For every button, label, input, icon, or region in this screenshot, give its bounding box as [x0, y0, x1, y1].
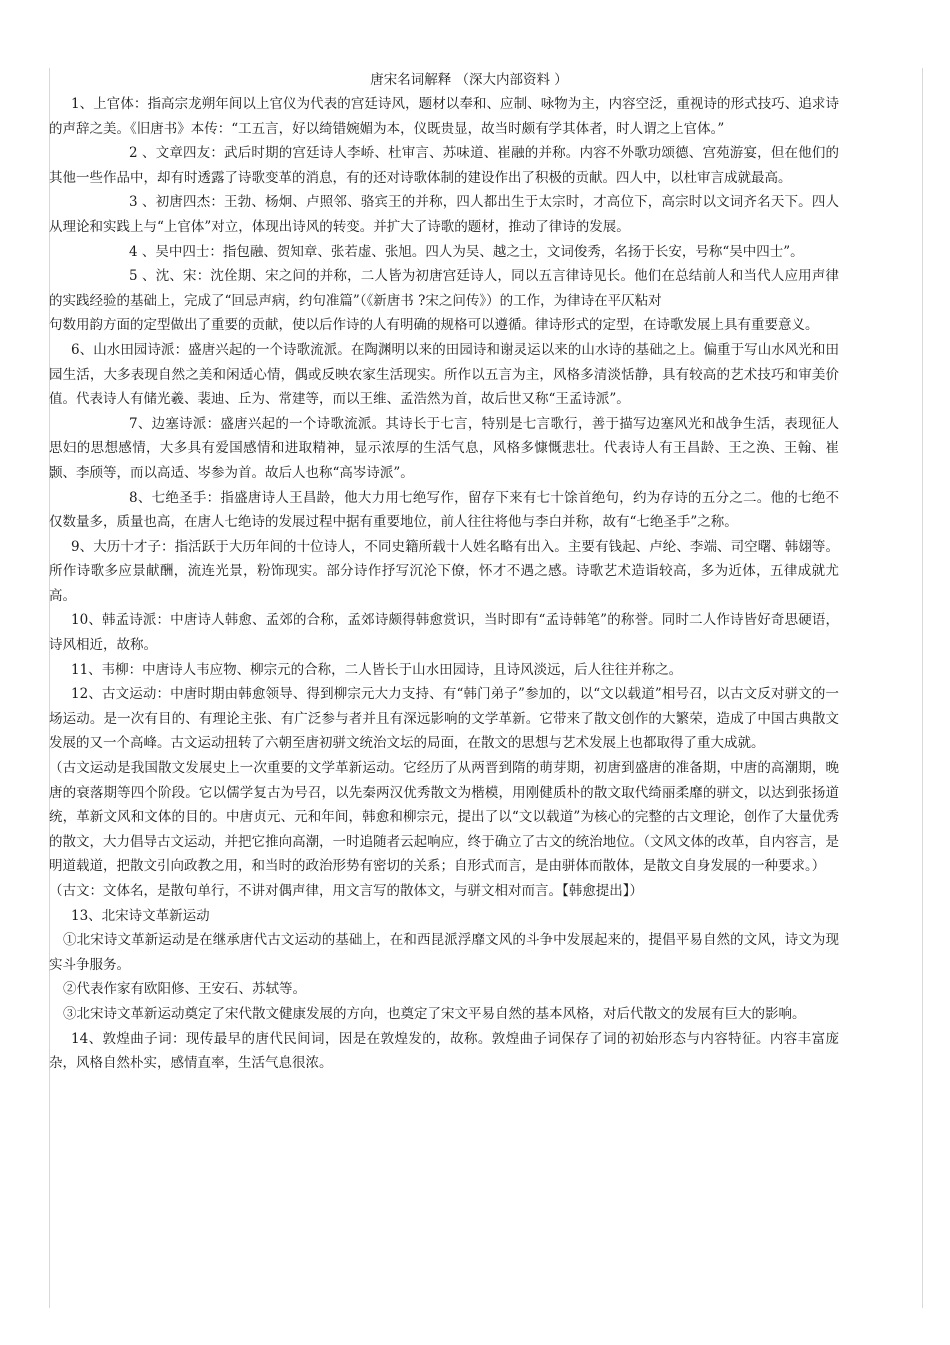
note-guwen-yundong: （古文运动是我国散文发展史上一次重要的文学革新运动。它经历了从两晋到隋的萌芽期，初唐到盛唐的准备期，中唐的高潮期，晚唐的衰落期等四个阶段。它以儒学复古为号召，以先秦两汉优秀散文为楷模，用刚健质朴的散文取代绮丽柔靡的骈文，以达到张扬道统，革新文风和文体的目的。中唐贞元、元和年间，韩愈和柳宗元，提出了以“文以载道”为核心的完整的古文理论，创作了大量优秀的散文，大力倡导古文运动，并把它推向高潮，一时追随者云起响应，终于确立了古文的统治地位。（文风文体的改革，自内容言，是明道载道，把散文引向政教之用，和当时的政治形势有密切的关系；自形式而言，是由骈体而散体，是散文自身发展的一种要求。）	[49, 760, 839, 875]
entry-9-dali-shicaizi: 9、大历十才子：指活跃于大历年间的十位诗人，不同史籍所载十人姓名略有出入。主要有钱起、卢纶、李端、司空曙、韩翃等。所作诗歌多应景献酬，流连光景，粉饰现实。部分诗作抒写沉沦下僚，怀才不遇之感。诗歌艺术造诣较高，多为近体，五律成就尤高。	[49, 538, 839, 604]
entry-14-dunhuang-quzici: 14、敦煌曲子词：现传最早的唐代民间词，因是在敦煌发的，故称。敦煌曲子词保存了词的初始形态与内容特征。内容丰富庞杂，风格自然朴实，感情直率，生活气息很浓。	[49, 1030, 839, 1072]
document-body	[49, 68, 839, 1076]
entry-10-hanmeng-shipai: 10、韩孟诗派：中唐诗人韩愈、孟郊的合称，孟郊诗颇得韩愈赏识，当时即有“孟诗韩笔”的称誉。同时二人作诗皆好奇思硬语，诗风相近，故称。	[49, 612, 839, 654]
entry-1-shangguan-ti: 1、上官体：指高宗龙朔年间以上官仪为代表的宫廷诗风，题材以奉和、应制、咏物为主，内容空泛，重视诗的形式技巧、追求诗的声辞之美。《旧唐书》本传：“工五言，好以绮错婉媚为本，仪既贵显，故当时颇有学其体者，时人谓之上官体。”	[49, 96, 839, 137]
entry-13-point-3: ③北宋诗文革新运动奠定了宋代散文健康发展的方向，也奠定了宋文平易自然的基本风格，对后代散文的发展有巨大的影响。	[63, 1005, 806, 1022]
entry-13-heading: 13、北宋诗文革新运动	[71, 907, 210, 924]
document-title: 唐宋名词解释 （深大内部资料 ）	[370, 72, 568, 88]
note-guwen-definition: （古文：文体名，是散句单行，不讲对偶声律，用文言写的散体文，与骈文相对而言。【韩愈提出】）	[49, 883, 643, 899]
entry-5-continuation: 句数用韵方面的定型做出了重要的贡献，使以后作诗的人有明确的规格可以遵循。律诗形式的定型，在诗歌发展上具有重要意义。	[49, 317, 819, 334]
entry-13-point-1: ①北宋诗文革新运动是在继承唐代古文运动的基础上，在和西昆派浮靡文风的斗争中发展起来的，提倡平易自然的文风，诗文为现实斗争服务。	[49, 932, 839, 973]
entry-7-biansai-shipai: 7、边塞诗派：盛唐兴起的一个诗歌流派。其诗长于七言，特别是七言歌行，善于描写边塞风光和战争生活，表现征人思妇的思想感情，大多具有爱国感情和进取精神，显示浓厚的生活气息，风格多慷慨悲壮。代表诗人有王昌龄、王之涣、王翰、崔颢、李颀等，而以高适、岑参为首。故后人也称“高岑诗派”。	[49, 415, 839, 481]
entry-13-point-2: ②代表作家有欧阳修、王安石、苏轼等。	[63, 981, 306, 998]
entry-2-wenzhang-siyou: 2 、文章四友：武后时期的宫廷诗人李峤、杜审言、苏味道、崔融的并称。内容不外歌功颂德、宫苑游宴，但在他们的其他一些作品中，却有时透露了诗歌变革的消息，有的还对诗歌体制的建设作出了积极的贡献。四人中，以杜审言成就最高。	[49, 145, 839, 186]
entry-4-wuzhong-sishi: 4 、吴中四士：指包融、贺知章、张若虚、张旭。四人为吴、越之士，文词俊秀，名扬于长安，号称“吴中四士”。	[129, 243, 804, 260]
page-right-rule	[922, 68, 923, 1308]
entry-3-chutang-sijie: 3 、初唐四杰：王勃、杨炯、卢照邻、骆宾王的并称，四人都出生于太宗时，才高位下，高宗时以文词齐名天下。四人从理论和实践上与“上官体”对立，体现出诗风的转变。并扩大了诗歌的题材，推动了律诗的发展。	[49, 194, 839, 235]
entry-5-shen-song: 5 、沈、宋：沈佺期、宋之问的并称，二人皆为初唐宫廷诗人，同以五言律诗见长。他们在总结前人和当代人应用声律的实践经验的基础上，完成了“回忌声病，约句准篇”（《新唐书 ?宋之问传》）的工作，为律诗在平仄粘对	[49, 268, 839, 309]
entry-8-qijue-shengshou: 8、七绝圣手：指盛唐诗人王昌龄，他大力用七绝写作，留存下来有七十馀首绝句，约为存诗的五分之二。他的七绝不仅数量多，质量也高，在唐人七绝诗的发展过程中据有重要地位，前人往往将他与李白并称，故有“七绝圣手”之称。	[49, 489, 839, 531]
entry-12-guwen-yundong: 12、古文运动：中唐时期由韩愈领导、得到柳宗元大力支持、有“韩门弟子”参加的，以“文以载道”相号召，以古文反对骈文的一场运动。是一次有目的、有理论主张、有广泛参与者并且有深远影响的文学革新。它带来了散文创作的大繁荣，造成了中国古典散文发展的又一个高峰。古文运动扭转了六朝至唐初骈文统治文坛的局面，在散文的思想与艺术发展上也都取得了重大成就。	[49, 686, 839, 752]
entry-11-wei-liu: 11、韦柳：中唐诗人韦应物、柳宗元的合称，二人皆长于山水田园诗，且诗风淡远，后人往往并称之。	[71, 661, 683, 678]
entry-6-shanshui-tianyuan: 6、山水田园诗派：盛唐兴起的一个诗歌流派。在陶渊明以来的田园诗和谢灵运以来的山水诗的基础之上。偏重于写山水风光和田园生活，大多表现自然之美和闲适心情，偶或反映农家生活现实。所作以五言为主，风格多清淡恬静，具有较高的艺术技巧和审美价值。代表诗人有储光羲、裴迪、丘为、常建等，而以王维、孟浩然为首，故后世又称“王孟诗派”。	[49, 341, 839, 408]
